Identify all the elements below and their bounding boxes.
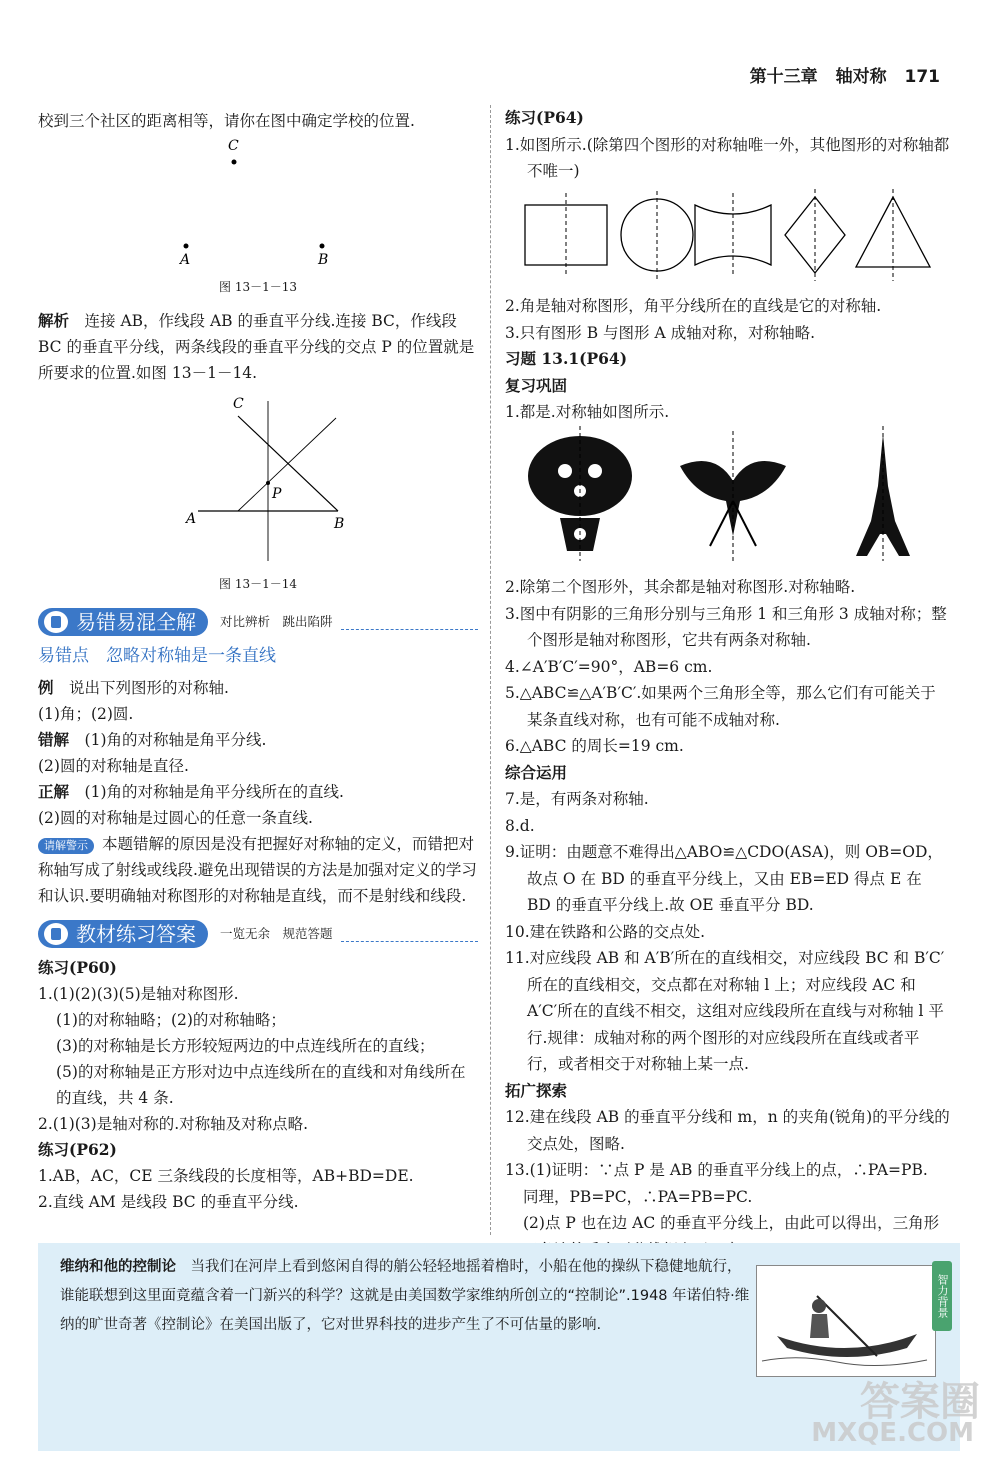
p62-answer-1: 1.AB，AC，CE 三条线段的长度相等，AB+BD=DE.	[38, 1167, 414, 1185]
watermark-url: MXQE.COM	[811, 1418, 974, 1448]
fig2-label-a: A	[186, 511, 197, 527]
wrong-answer-1: 错解 (1)角的对称轴是角平分线.	[38, 730, 267, 749]
p60-answer-1a: (1)的对称轴略；(2)的对称轴略；	[56, 1011, 286, 1029]
knowledge-title: 维纳和他的控制论	[60, 1259, 176, 1275]
figure-13-1-13	[38, 134, 478, 264]
review-answer-4: 4.∠A′B′C′=90°，AB=6 cm.	[505, 657, 713, 676]
analysis-label: 解析	[38, 311, 70, 330]
example-items: (1)角；(2)圆.	[38, 705, 134, 723]
p60-answer-1: 1.(1)(2)(3)(5)是轴对称图形.	[38, 985, 239, 1003]
exercise-p62-title: 练习(P62)	[38, 1140, 117, 1159]
apply-answer-11: 11.对应线段 AB 和 A′B′所在的直线相交，对应线段 BC 和 B′C′所在的直线相交，交点都在对称轴 l 上；对应线段 AC 和 A′C′所在的直线不相交，这组对应线段所在直线与对称轴 l 平行.规律：成轴对称的两个图形的对应线段所在直线或者平行，或者相交于对称轴上某一点.	[505, 949, 945, 1073]
knowledge-tag: 智力背景	[932, 1261, 952, 1331]
figure-13-1-14	[38, 386, 478, 561]
banner-subtitle: 对比辨析 跳出陷阱	[220, 614, 333, 629]
kite-silhouette	[680, 431, 786, 561]
banner-title: 易错易混全解	[38, 608, 208, 636]
fig1-label-a: A	[180, 252, 191, 264]
knowledge-body: 当我们在河岸上看到悠闲自得的艄公轻轻地摇着橹时，小船在他的操纵下稳健地航行，谁能联想到这里面竟蕴含着一门新兴的科学？这就是由美国数学家维纳所创立的“控制论”.1948 年诺伯特·维纳的旷世奇著《控制论》在美国出版了，它对世界科技的进步产生了不可估量的影响.	[60, 1259, 750, 1333]
review-answer-3: 3.图中有阴影的三角形分别与三角形 1 和三角形 3 成轴对称；整个图形是轴对称图形，它共有两条对称轴.	[505, 604, 947, 649]
apply-heading: 综合运用	[505, 762, 568, 782]
chapter-label: 第十三章	[749, 67, 818, 87]
p60-answer-1b: (3)的对称轴是长方形较短两边的中点连线所在的直线；	[56, 1037, 435, 1055]
apply-answer-7: 7.是，有两条对称轴.	[505, 790, 649, 808]
point-a	[184, 244, 189, 249]
review-answer-1: 1.都是.对称轴如图所示.	[505, 403, 670, 421]
figure-caption: 图 13－1－14	[219, 577, 297, 591]
page-number: 171	[904, 67, 940, 87]
mistake-title: 易错点 忽略对称轴是一条直线	[38, 646, 276, 666]
review-answer-2: 2.除第二个图形外，其余都是轴对称图形.对称轴略.	[505, 578, 856, 596]
exercise-13-1-title: 习题 13.1(P64)	[505, 349, 628, 368]
explore-answer-13a: 13.(1)证明：∵点 P 是 AB 的垂直平分线上的点，∴PA=PB.	[505, 1161, 928, 1179]
tip-badge: 请解警示	[38, 838, 94, 854]
fig2-label-p: P	[272, 486, 282, 502]
fig2-label-c: C	[233, 396, 244, 412]
review-answer-5: 5.△ABC≌△A′B′C′.如果两个三角形全等，那么它们有可能关于某条直线对称，也有可能不成轴对称.	[505, 684, 936, 729]
banner-mistakes	[38, 607, 478, 637]
correct-answer-2: (2)圆的对称轴是过圆心的任意一条直线.	[38, 809, 313, 827]
apply-answer-8: 8.d.	[505, 816, 535, 835]
p64-answer-2: 2.角是轴对称图形，角平分线所在的直线是它的对称轴.	[505, 297, 882, 315]
megaphone-icon	[44, 923, 68, 945]
analysis-text: 连接 AB，作线段 AB 的垂直平分线.连接 BC，作线段 BC 的垂直平分线，两条线段的垂直平分线的交点 P 的位置就是所要求的位置.如图 13－1－14.	[38, 312, 475, 382]
right-column	[505, 105, 950, 1263]
p60-answer-2: 2.(1)(3)是轴对称的.对称轴及对称点略.	[38, 1115, 309, 1133]
boatman-illustration	[756, 1265, 936, 1377]
figure-caption: 图 13－1－13	[219, 280, 297, 294]
column-divider	[490, 105, 491, 1235]
fig1-label-c: C	[228, 138, 239, 154]
analysis-paragraph	[38, 308, 478, 386]
correct-answer-1: 正解 (1)角的对称轴是角平分线所在的直线.	[38, 782, 344, 801]
p60-answer-1c: (5)的对称轴是正方形对边中点连线所在的直线和对角线所在的直线，共 4 条.	[56, 1063, 466, 1107]
example-line: 例 说出下列图形的对称轴.	[38, 678, 229, 697]
explore-answer-13c: (2)点 P 也在边 AC 的垂直平分线上，由此可以得出，三角形	[523, 1214, 940, 1232]
fig2-label-b: B	[334, 516, 345, 532]
apply-answer-9: 9.证明：由题意不难得出△ABO≌△CDO(ASA)，则 OB=OD，故点 O 在 BD 的垂直平分线上，又由 EB=ED 得点 E 在 BD 的垂直平分线上.故 OE 垂直平分 BD.	[505, 843, 943, 914]
banner-title: 教材练习答案	[38, 920, 208, 948]
papercut-silhouette	[528, 426, 632, 561]
point-c	[232, 160, 237, 165]
explore-answer-12: 12.建在线段 AB 的垂直平分线和 m，n 的夹角(锐角)的平分线的交点处，图略.	[505, 1108, 950, 1153]
review-heading: 复习巩固	[505, 375, 568, 395]
left-column	[38, 108, 478, 1215]
p64-answer-1: 1.如图所示.(除第四个图形的对称轴唯一外，其他图形的对称轴都不唯一)	[505, 135, 950, 180]
eiffel-tower-silhouette	[856, 426, 910, 561]
section-label: 轴对称	[835, 67, 887, 87]
fig1-label-b: B	[318, 252, 329, 264]
warning-tip: 请解警示 本题错解的原因是没有把握好对称轴的定义，而错把对称轴写成了射线或线段.避免出现错误的方法是加强对定义的学习和认识.要明确轴对称图形的对称轴是直线，而不是射线和线段.	[38, 835, 477, 905]
symmetry-shapes-figure	[505, 185, 950, 285]
silhouette-figures	[505, 426, 950, 566]
banner-answers	[38, 919, 478, 949]
exercise-p64-title: 练习(P64)	[505, 108, 584, 127]
explore-answer-13b: 同理，PB=PC，∴PA=PB=PC.	[523, 1187, 753, 1206]
exercise-p60-title: 练习(P60)	[38, 958, 117, 977]
knowledge-text	[60, 1253, 750, 1340]
p62-answer-2: 2.直线 AM 是线段 BC 的垂直平分线.	[38, 1193, 299, 1211]
point-b	[320, 244, 325, 249]
intro-text: 校到三个社区的距离相等，请你在图中确定学校的位置.	[38, 112, 415, 130]
apply-answer-10: 10.建在铁路和公路的交点处.	[505, 922, 706, 941]
review-answer-6: 6.△ABC 的周长=19 cm.	[505, 737, 684, 755]
watermark-logo: 答案圈	[860, 1379, 980, 1425]
megaphone-icon	[44, 611, 68, 633]
page-header	[738, 62, 940, 87]
wrong-answer-2: (2)圆的对称轴是直径.	[38, 757, 189, 775]
p64-answer-3: 3.只有图形 B 与图形 A 成轴对称，对称轴略.	[505, 323, 816, 342]
explore-heading: 拓广探索	[505, 1080, 568, 1100]
banner-subtitle: 一览无余 规范答题	[220, 926, 333, 941]
